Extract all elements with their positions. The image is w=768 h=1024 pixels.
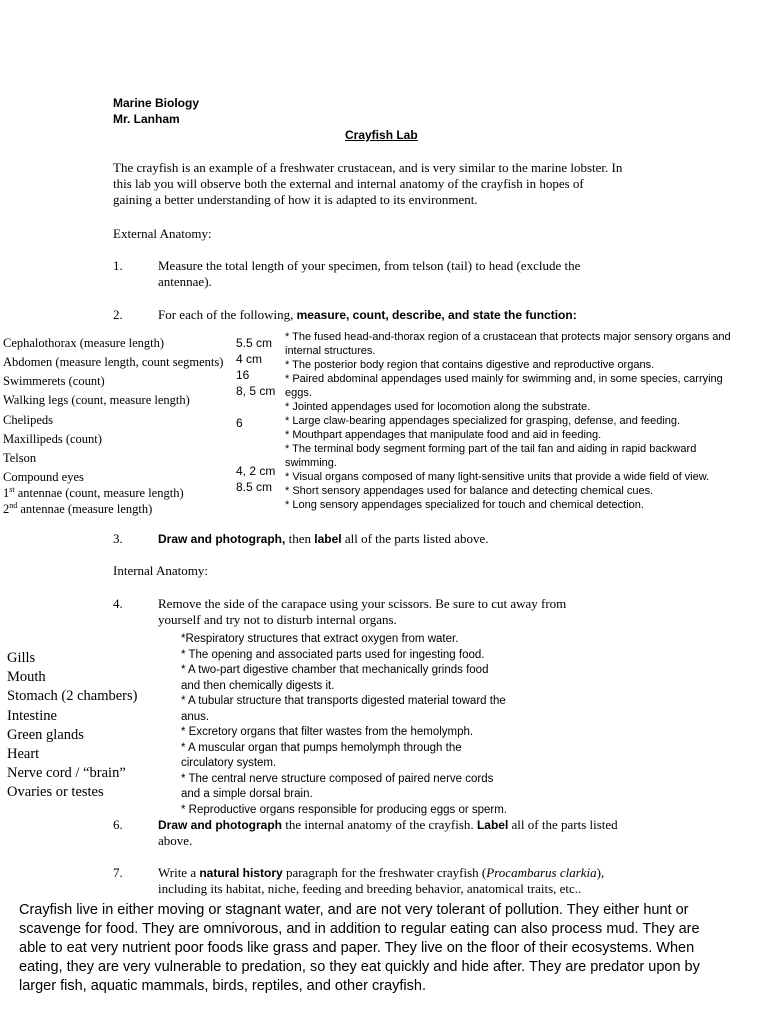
external-part: Cephalothorax (measure length) (3, 336, 165, 351)
step7-text: Write a natural history paragraph for the freshwater crayfish (Procambarus clarkia), including its habitat, niche, feeding and breeding behavior, anatomical traits, etc.. (158, 865, 605, 896)
external-heading: External Anatomy: (113, 226, 212, 241)
intro-line: gaining a better understanding of how it is adapted to its environment. (113, 192, 478, 207)
internal-part: Nerve cord / “brain” (7, 765, 126, 782)
step-line: antennae). (158, 274, 212, 289)
step2-plain: For each of the following, (158, 307, 297, 322)
step-line: Remove the side of the carapace using your scissors. Be sure to cut away from (158, 596, 567, 611)
teacher-name: Mr. Lanham (113, 112, 180, 126)
answer-paragraph (19, 901, 700, 996)
description-line: circulatory system. (181, 757, 277, 769)
description-line: * Mouthpart appendages that manipulate food and aid in feeding. (285, 429, 602, 441)
course-name: Marine Biology (113, 96, 200, 110)
step2-bold: measure, count, describe, and state the function: (296, 308, 577, 322)
description-line: *Respiratory structures that extract oxygen from water. (181, 633, 459, 645)
description-line: * Excretory organs that filter wastes from the hemolymph. (181, 726, 474, 738)
value-cell: 5.5 cm (236, 336, 273, 350)
value-cell (236, 447, 275, 463)
internal-part: Stomach (2 chambers) (7, 688, 138, 705)
intro-line: this lab you will observe both the external and internal anatomy of the crayfish in hopes of (113, 176, 584, 191)
description-line: * The central nerve structure composed of paired nerve cords (181, 772, 494, 785)
step-line: yourself and try not to disturb internal organs. (158, 612, 397, 627)
step2-text (158, 307, 577, 323)
step-number: 3. (113, 531, 123, 546)
description-line: and then chemically digests it. (181, 679, 335, 692)
value-cell: 8, 5 cm (236, 384, 276, 398)
description-line: * Paired abdominal appendages used mainly for swimming and, in some species, carrying (285, 373, 723, 385)
internal-parts-list (7, 649, 137, 803)
answer-line: scavenge for food. They are omnivorous, and in addition to regular eating can also process mud. They are (19, 921, 700, 937)
step4-text (158, 596, 566, 628)
internal-part: Heart (7, 746, 40, 763)
description-line: * A muscular organ that pumps hemolymph through the (181, 741, 462, 754)
external-parts-list (3, 332, 223, 517)
external-part: Chelipeds (3, 412, 53, 427)
value-cell (236, 399, 275, 415)
step-number: 1. (113, 258, 123, 273)
external-part: 1st antennae (count, measure length) (3, 485, 184, 501)
step6-text: Draw and photograph the internal anatomy of the crayfish. Label all of the parts listed above. (158, 817, 618, 848)
internal-part: Green glands (7, 726, 84, 743)
value-cell: 6 (236, 416, 243, 430)
intro-line: The crayfish is an example of a freshwater crustacean, and is very similar to the marine lobster. In (113, 160, 623, 175)
answer-line: eating, they are very vulnerable to predation, so they eat quickly and hide after. They are predator upon by (19, 959, 700, 975)
internal-part: Intestine (7, 707, 57, 724)
internal-descriptions (181, 632, 507, 818)
description-line: * Short sensory appendages used for balance and detecting chemical cues. (285, 485, 654, 497)
value-cell (236, 431, 275, 447)
description-line: * Visual organs composed of many light-sensitive units that provide a wide field of view. (285, 471, 710, 483)
description-line: * Reproductive organs responsible for producing eggs or sperm. (181, 803, 508, 816)
description-line: internal structures. (285, 345, 376, 357)
value-cell: 16 (236, 368, 250, 382)
value-cell: 8.5 cm (236, 480, 273, 494)
description-line: swimming. (285, 457, 337, 469)
external-descriptions (285, 330, 731, 512)
step-line: Measure the total length of your specimen, from telson (tail) to head (exclude the (158, 258, 581, 273)
answer-line: Crayfish live in either moving or stagnant water, and are not very tolerant of pollution. They either hunt or (19, 902, 689, 918)
description-line: * Jointed appendages used for locomotion along the substrate. (285, 401, 591, 413)
value-cell: 4, 2 cm (236, 464, 276, 478)
description-line: * The posterior body region that contains digestive and reproductive organs. (285, 359, 655, 371)
description-line: * The terminal body segment forming part of the tail fan and aiding in rapid backward (285, 443, 697, 455)
external-part: Abdomen (measure length, count segments) (3, 355, 224, 370)
internal-heading: Internal Anatomy: (113, 563, 208, 578)
step-number: 7. (113, 865, 123, 880)
step-number: 4. (113, 596, 123, 611)
internal-part: Mouth (7, 669, 46, 686)
page-title: Crayfish Lab (345, 128, 418, 142)
step3-text: Draw and photograph, then label all of the parts listed above. (158, 531, 489, 546)
description-line: anus. (181, 710, 210, 723)
step-number: 6. (113, 817, 123, 832)
value-cell: 4 cm (236, 352, 263, 366)
external-part: Swimmerets (count) (3, 374, 105, 389)
description-line: eggs. (285, 387, 312, 399)
description-line: * A tubular structure that transports digested material toward the (181, 695, 506, 707)
intro-paragraph (113, 160, 622, 208)
internal-part: Gills (7, 650, 36, 666)
description-line: * A two-part digestive chamber that mechanically grinds food (181, 664, 489, 676)
external-part: Compound eyes (3, 470, 84, 485)
step1-text (158, 258, 580, 290)
external-part: Telson (3, 451, 37, 466)
internal-part: Ovaries or testes (7, 784, 104, 801)
external-part: Maxillipeds (count) (3, 431, 102, 446)
answer-line: able to eat very nutrient poor foods like grass and paper. They live on the floor of their ecosystems. When (19, 940, 695, 956)
description-line: * Large claw-bearing appendages specialized for grasping, defense, and feeding. (285, 415, 681, 427)
description-line: * The opening and associated parts used for ingesting food. (181, 648, 485, 661)
description-line: and a simple dorsal brain. (181, 788, 313, 800)
external-values (236, 335, 275, 495)
description-line: * Long sensory appendages specialized for touch and chemical detection. (285, 499, 644, 511)
description-line: * The fused head-and-thorax region of a crustacean that protects major sensory organs and (285, 331, 731, 343)
external-part: 2nd antennae (measure length) (3, 501, 153, 517)
answer-line: larger fish, aquatic mammals, birds, reptiles, and other crayfish. (19, 978, 426, 994)
step-number: 2. (113, 307, 123, 322)
external-part: Walking legs (count, measure length) (3, 393, 190, 408)
